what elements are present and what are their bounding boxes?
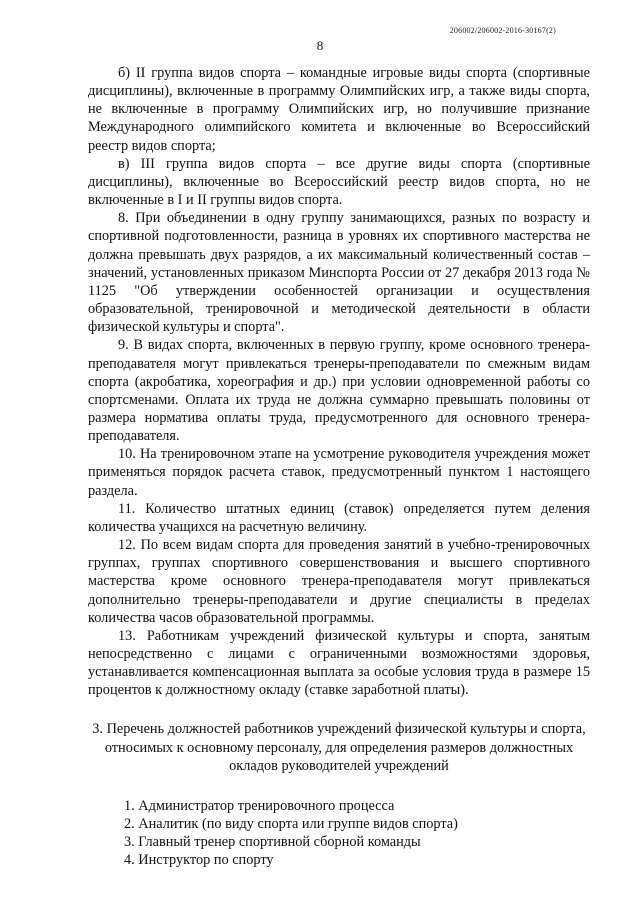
list-item: 2. Аналитик (по виду спорта или группе видов спорта) [124,816,458,833]
paragraph-group-3: в) III группа видов спорта – все другие виды спорта (спортивные дисциплины), включенные во Всероссийский реестр видов спорта, но не включенные в I и II группы видов спорта. [88,155,590,209]
paragraph-11: 11. Количество штатных единиц (ставок) определяется путем деления количества учащихся на расчетную величину. [88,500,590,535]
list-item: 4. Инструктор по спорту [124,852,274,869]
paragraph-12: 12. По всем видам спорта для проведения занятий в учебно-тренировочных группах, группах спортивного совершенствования и высшего спортивного мастерства кроме основного тренера-преподавателя могут привлекаться дополнительно тренеры-преподаватели и другие специалисты в пределах количества часов образовательной программы. [88,537,590,626]
positions-list [88,797,590,870]
paragraph-8: 8. При объединении в одну группу занимающихся, разных по возрасту и спортивной подготовленности, разница в уровнях их спортивного мастерства не должна превышать двух разрядов, а их максимальный количественный состав – значений, установленных приказом Минспорта России от 27 декабря 2013 года № 1125 "Об утверждении особенностей организации и осуществления образовательной, тренировочной и методической деятельности в области физической культуры и спорта". [88,210,590,336]
paragraph-10: 10. На тренировочном этапе на усмотрение руководителя учреждения может применяться порядок расчета ставок, предусмотренный пунктом 1 настоящего раздела. [88,446,590,499]
document-body [88,64,590,870]
section-heading: 3. Перечень должностей работников учреждений физической культуры и спорта, относимых к основному персоналу, для определения размеров должностных окладов руководителей учреждений [92,721,586,774]
list-item: 1. Администратор тренировочного процесса [124,797,395,814]
document-id: 206002/206002-2016-30167(2) [449,26,556,35]
paragraph-group-2: б) II группа видов спорта – командные игровые виды спорта (спортивные дисциплины), включенные в программу Олимпийских игр, а также виды спорта, не включенные в программу Олимпийских игр, но получившие признание Международного олимпийского комитета и включенные во Всероссийский реестр видов спорта; [88,65,590,154]
list-item: 3. Главный тренер спортивной сборной команды [124,834,421,851]
paragraph-13: 13. Работникам учреждений физической культуры и спорта, занятым непосредственно с лицами с ограниченными возможностями здоровья, устанавливается компенсационная выплата за особые условия труда в размере 15 процентов к должностному окладу (ставке заработной платы). [88,627,590,699]
paragraph-9: 9. В видах спорта, включенных в первую группу, кроме основного тренера-преподавателя могут привлекаться тренеры-преподаватели по смежным видам спорта (акробатика, хореография и др.) при условии одновременной работы со спортсменами. Оплата их труда не должна суммарно превышать половины от размера норматива оплаты труда, предусмотренного для основного тренера-преподавателя. [88,337,590,445]
page-number: 8 [316,38,324,53]
